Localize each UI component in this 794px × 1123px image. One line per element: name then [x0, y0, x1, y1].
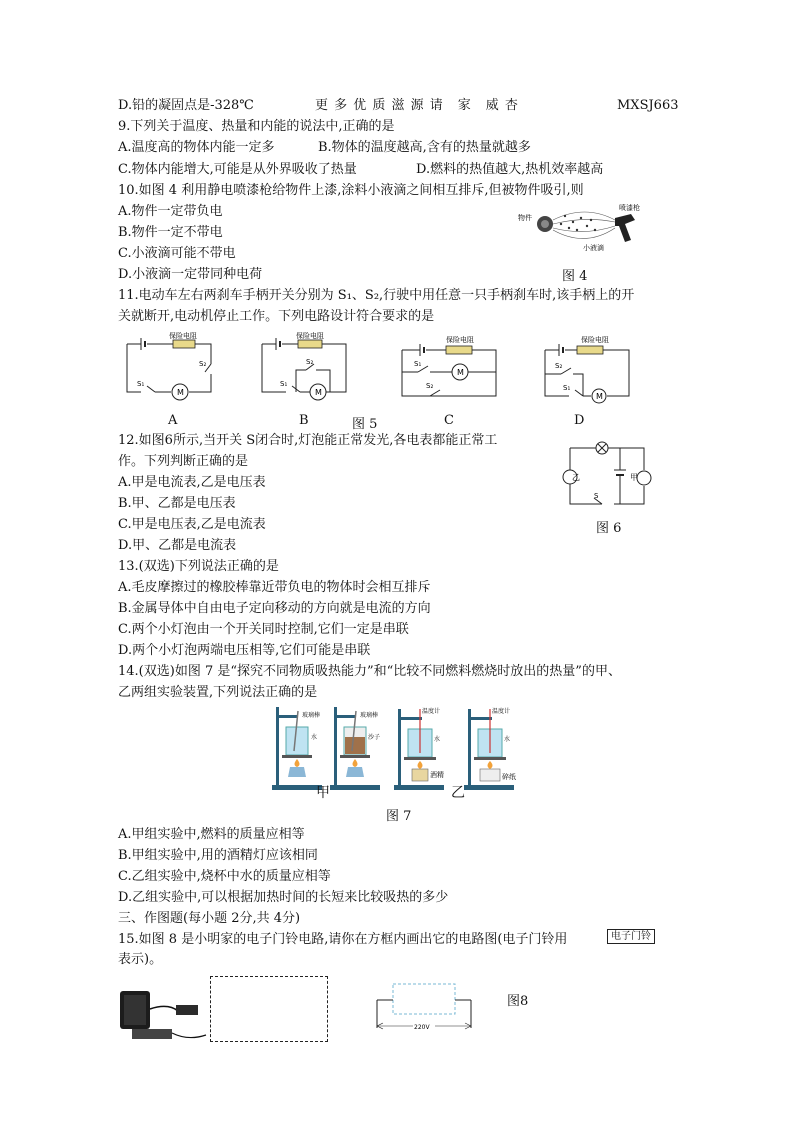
circuit-c-label: C [444, 413, 454, 428]
group-jia-label: 甲 [316, 785, 330, 801]
circuit-b-s1: S₁ [280, 380, 288, 388]
thermo-label-2: 温度计 [492, 708, 511, 715]
thermo-label-1: 温度计 [422, 708, 441, 715]
q14-option-c: C.乙组实验中,烧杯中水的质量应相等 [118, 869, 331, 884]
q9-stem: 9.下列关于温度、热量和内能的说法中,正确的是 [118, 119, 395, 134]
meter-yi-label: 乙 [572, 473, 580, 482]
figure-5-caption: 图 5 [352, 417, 378, 432]
q14-option-b: B.甲组实验中,用的酒精灯应该相同 [118, 848, 318, 863]
rod-label-2: 玻璃棒 [360, 712, 379, 719]
circuit-d-motor: M [596, 392, 603, 401]
figure-4-caption: 图 4 [562, 269, 588, 284]
q13-option-d: D.两个小灯泡两端电压相等,它们可能是串联 [118, 643, 371, 658]
figure-7-apparatus [268, 703, 528, 793]
circuit-b-motor: M [315, 388, 322, 397]
alcohol-label: 酒精 [430, 771, 444, 779]
circuit-c-s1: S₁ [414, 360, 422, 368]
circuit-b-s2: S₂ [306, 358, 314, 366]
circuit-a-motor: M [177, 388, 184, 397]
answer-box[interactable] [210, 976, 328, 1042]
q14-option-a: A.甲组实验中,燃料的质量应相等 [118, 827, 305, 842]
circuit-a [125, 332, 220, 402]
circuit-d-s2: S₂ [555, 362, 563, 370]
section-3-title: 三、作图题(每小题 2分,共 4分) [118, 911, 301, 926]
figure-8-circuit [375, 982, 475, 1042]
meter-jia-label: 甲 [630, 473, 638, 482]
circuit-a-resistor: 保险电阻 [169, 332, 197, 340]
circuit-d [543, 332, 633, 404]
figure-6-caption: 图 6 [596, 521, 622, 536]
circuit-a-s2: S₂ [199, 360, 207, 368]
q15-stem-line1: 15.如图 8 是小明家的电子门铃电路,请你在方框内画出它的电路图(电子门铃用 [118, 932, 568, 947]
q11-stem-line2: 关就断开,电动机停止工作。下列电路设计符合要求的是 [118, 309, 435, 324]
circuit-d-label: D [574, 413, 585, 428]
q9-option-d: D.燃料的热值越大,热机效率越高 [416, 162, 604, 177]
q14-option-d: D.乙组实验中,可以根据加热时间的长短来比较吸热的多少 [118, 890, 449, 905]
circuit-b [260, 332, 350, 402]
q10-option-c: C.小液滴可能不带电 [118, 246, 236, 261]
water-label-1: 水 [311, 734, 318, 741]
q14-stem-line1: 14.(双选)如图 7 是“探究不同物质吸热能力”和“比较不同燃料燃烧时放出的热量”的甲、 [118, 664, 621, 679]
sand-label: 沙子 [368, 734, 381, 741]
doc-code: MXSJ663 [617, 98, 679, 113]
circuit-a-label: A [168, 413, 178, 428]
q12-option-d: D.甲、乙都是电流表 [118, 538, 237, 553]
water-label-3: 水 [434, 736, 441, 743]
q13-option-b: B.金属导体中自由电子定向移动的方向就是电流的方向 [118, 601, 431, 616]
group-yi-label: 乙 [451, 785, 465, 801]
switch-s-label: S [594, 492, 599, 500]
circuit-c-motor: M [457, 368, 464, 377]
circuit-d-resistor: 保险电阻 [581, 336, 609, 344]
circuit-a-s1: S₁ [137, 380, 145, 388]
q12-option-b: B.甲、乙都是电压表 [118, 496, 236, 511]
q13-option-c: C.两个小灯泡由一个开关同时控制,它们一定是串联 [118, 622, 409, 637]
circuit-d-s1: S₁ [563, 384, 571, 392]
q10-option-b: B.物件一定不带电 [118, 225, 223, 240]
q12-option-a: A.甲是电流表,乙是电压表 [118, 475, 266, 490]
figure-7-caption: 图 7 [386, 809, 412, 824]
circuit-b-label: B [299, 413, 309, 428]
q11-stem-line1: 11.电动车左右两刹车手柄开关分别为 S₁、S₂,行驶中用任意一只手柄刹车时,该手柄上的开 [118, 288, 635, 303]
doorbell-symbol: 电子门铃 [607, 929, 655, 944]
figure-8-caption: 图8 [507, 994, 529, 1009]
doorbell-photo [118, 985, 210, 1045]
q9-option-a: A.温度高的物体内能一定多 [118, 140, 275, 155]
label-droplet: 小液滴 [583, 244, 604, 252]
q12-stem-line2: 作。下列判断正确的是 [118, 454, 249, 469]
q10-stem: 10.如图 4 利用静电喷漆枪给物件上漆,涂料小液滴之间相互排斥,但被物件吸引,则 [118, 183, 584, 198]
q12-option-c: C.甲是电压表,乙是电流表 [118, 517, 266, 532]
figure-6-circuit [562, 440, 654, 512]
circuit-c [400, 332, 510, 402]
q9-option-c: C.物体内能增大,可能是从外界吸收了热量 [118, 162, 357, 177]
q9-option-b: B.物体的温度越高,含有的热量就越多 [318, 140, 531, 155]
label-gun: 喷漆枪 [619, 204, 640, 212]
promo-watermark: 更 多 优 质 滋 源 请 家 威 杏 [315, 98, 519, 113]
water-label-4: 水 [504, 736, 511, 743]
rod-label-1: 玻璃棒 [302, 712, 321, 719]
q15-stem-line2: 表示)。 [118, 952, 163, 967]
q14-stem-line2: 乙两组实验装置,下列说法正确的是 [118, 685, 318, 700]
circuit-b-resistor: 保险电阻 [296, 332, 324, 340]
q12-stem-line1: 12.如图6所示,当开关 S闭合时,灯泡能正常发光,各电表都能正常工 [118, 433, 498, 448]
voltage-label: 220V [414, 1024, 430, 1031]
q13-option-a: A.毛皮摩擦过的橡胶棒靠近带负电的物体时会相互排斥 [118, 580, 431, 595]
figure-4-spray-gun [515, 200, 645, 252]
label-object: 物件 [518, 214, 532, 222]
q10-option-d: D.小液滴一定带同种电荷 [118, 267, 263, 282]
paper-label: 碎纸 [502, 773, 516, 781]
q10-option-a: A.物件一定带负电 [118, 204, 223, 219]
q13-stem: 13.(双选)下列说法正确的是 [118, 559, 279, 574]
q8-option-d: D.铅的凝固点是-328℃ [118, 98, 254, 113]
circuit-c-s2: S₂ [426, 382, 434, 390]
circuit-c-resistor: 保险电阻 [446, 336, 474, 344]
